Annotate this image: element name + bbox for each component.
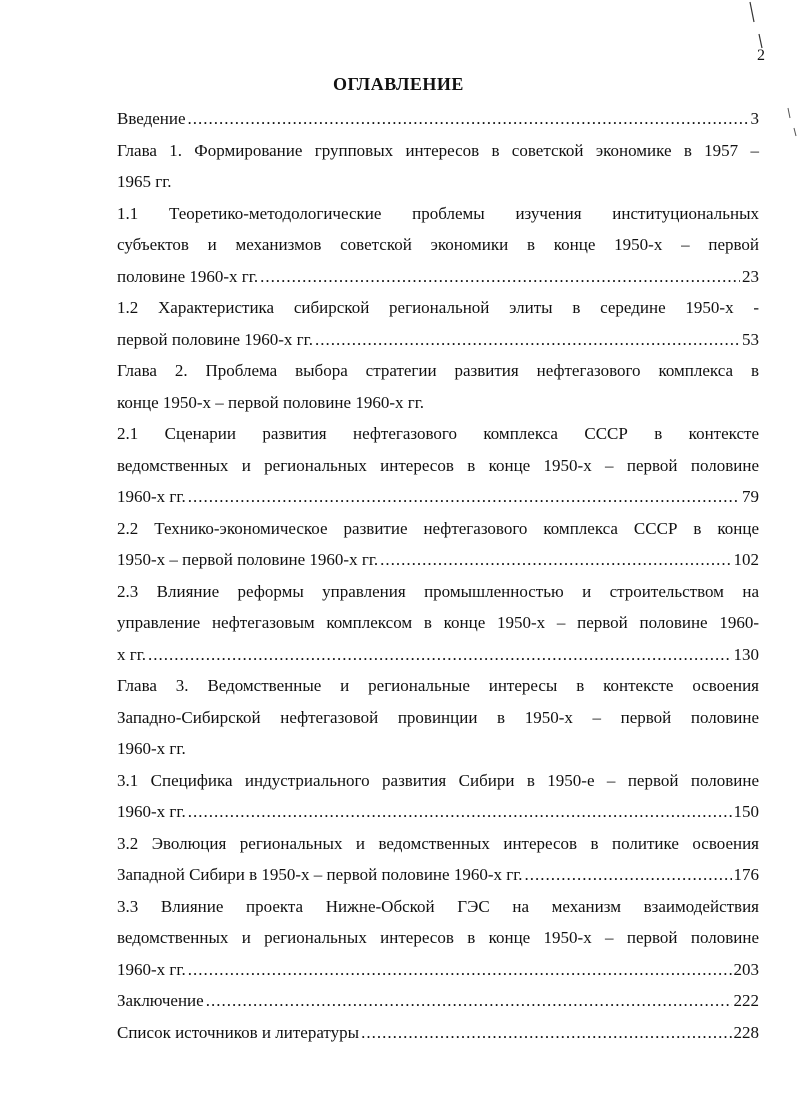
toc-entry[interactable] <box>117 292 759 355</box>
toc-entry[interactable] <box>117 670 759 765</box>
toc-entry-line: Глава 1. Формирование групповых интересов в советской экономике в 1957 – <box>117 140 759 160</box>
dot-leader <box>206 985 732 1017</box>
toc-entry-line: 1.1 Теоретико-методологические проблемы изучения институциональных <box>117 203 759 223</box>
toc-entry-line: Западно-Сибирской нефтегазовой провинции в 1950-х – первой половине <box>117 707 759 727</box>
toc-entry-line: 2.1 Сценарии развития нефтегазового комплекса СССР в контексте <box>117 424 759 443</box>
toc-entry[interactable] <box>117 355 759 418</box>
toc-entry-text: х гг. <box>117 644 147 664</box>
toc-entry-text: 1960-х гг. <box>117 802 186 821</box>
dot-leader <box>525 859 732 891</box>
toc-entry[interactable] <box>117 985 759 1017</box>
toc-entry-line: субъектов и механизмов советской экономики в конце 1950-х – первой <box>117 235 759 254</box>
toc-entry-line: 3.3 Влияние проекта Нижне-Обской ГЭС на механизм взаимодействия <box>117 896 759 916</box>
toc-entry[interactable] <box>117 765 759 828</box>
dot-leader <box>188 103 749 135</box>
toc-entry-text: 1960-х гг. <box>117 959 186 979</box>
dot-leader <box>188 796 732 828</box>
toc-entry-line: управление нефтегазовым комплексом в конце 1950-х – первой половине 1960- <box>117 613 759 632</box>
toc-entry[interactable] <box>117 576 759 671</box>
toc-entry-line: ведомственных и региональных интересов в конце 1950-х – первой половине <box>117 928 759 947</box>
table-of-contents <box>117 103 759 1048</box>
toc-entry[interactable] <box>117 103 759 135</box>
toc-page-number: 3 <box>750 109 759 128</box>
toc-entry-line: Глава 2. Проблема выбора стратегии развития нефтегазового комплекса в <box>117 361 759 380</box>
toc-entry-text: первой половине 1960-х гг. <box>117 329 313 349</box>
toc-page-number: 23 <box>742 266 759 286</box>
toc-page-number: 130 <box>733 644 759 664</box>
toc-page-number: 102 <box>733 550 759 569</box>
dot-leader <box>260 261 740 293</box>
toc-entry-text: 1950-х – первой половине 1960-х гг. <box>117 550 379 569</box>
toc-page-number: 53 <box>742 329 759 349</box>
toc-entry-line: ведомственных и региональных интересов в конце 1950-х – первой половине <box>117 455 759 475</box>
toc-entry-text: 1960-х гг. <box>117 739 186 758</box>
toc-entry-line: Глава 3. Ведомственные и региональные интересы в контексте освоения <box>117 676 759 695</box>
toc-entry-text: 1965 гг. <box>117 172 172 191</box>
toc-entry[interactable] <box>117 513 759 576</box>
dot-leader <box>380 544 731 576</box>
dot-leader <box>361 1017 731 1049</box>
toc-entry-text: Западной Сибири в 1950-х – первой половине 1960-х гг. <box>117 865 523 884</box>
toc-entry-line: 3.2 Эволюция региональных и ведомственных интересов в политике освоения <box>117 833 759 853</box>
toc-page-number: 228 <box>733 1022 759 1042</box>
page-number: 2 <box>757 47 765 64</box>
toc-entry-line: 2.2 Технико-экономическое развитие нефтегазового комплекса СССР в конце <box>117 518 759 538</box>
toc-entry[interactable] <box>117 828 759 891</box>
page-title: ОГЛАВЛЕНИЕ <box>333 74 464 94</box>
toc-entry-line: 2.3 Влияние реформы управления промышленностью и строительством на <box>117 581 759 601</box>
toc-page-number: 79 <box>742 487 759 506</box>
dot-leader <box>315 324 740 356</box>
dot-leader <box>188 481 740 513</box>
toc-entry-text: половине 1960-х гг. <box>117 266 259 286</box>
toc-entry[interactable] <box>117 135 759 198</box>
toc-entry-text: 1960-х гг. <box>117 487 186 506</box>
toc-page-number: 222 <box>733 991 759 1010</box>
toc-entry[interactable] <box>117 418 759 513</box>
toc-entry-line: 1.2 Характеристика сибирской региональной элиты в середине 1950-х - <box>117 298 759 317</box>
dot-leader <box>148 639 731 671</box>
dot-leader <box>188 954 732 986</box>
toc-entry-text: Введение <box>117 109 186 128</box>
toc-entry-text: конце 1950-х – первой половине 1960-х гг. <box>117 392 425 412</box>
toc-entry-text: Заключение <box>117 991 204 1010</box>
toc-entry[interactable] <box>117 198 759 293</box>
toc-page-number: 150 <box>733 802 759 821</box>
toc-page-number: 176 <box>733 865 759 884</box>
toc-entry[interactable] <box>117 891 759 986</box>
toc-entry-text: Список источников и литературы <box>117 1022 360 1042</box>
toc-entry[interactable] <box>117 1017 759 1049</box>
toc-entry-line: 3.1 Специфика индустриального развития Сибири в 1950-е – первой половине <box>117 770 759 790</box>
toc-page-number: 203 <box>733 959 759 979</box>
